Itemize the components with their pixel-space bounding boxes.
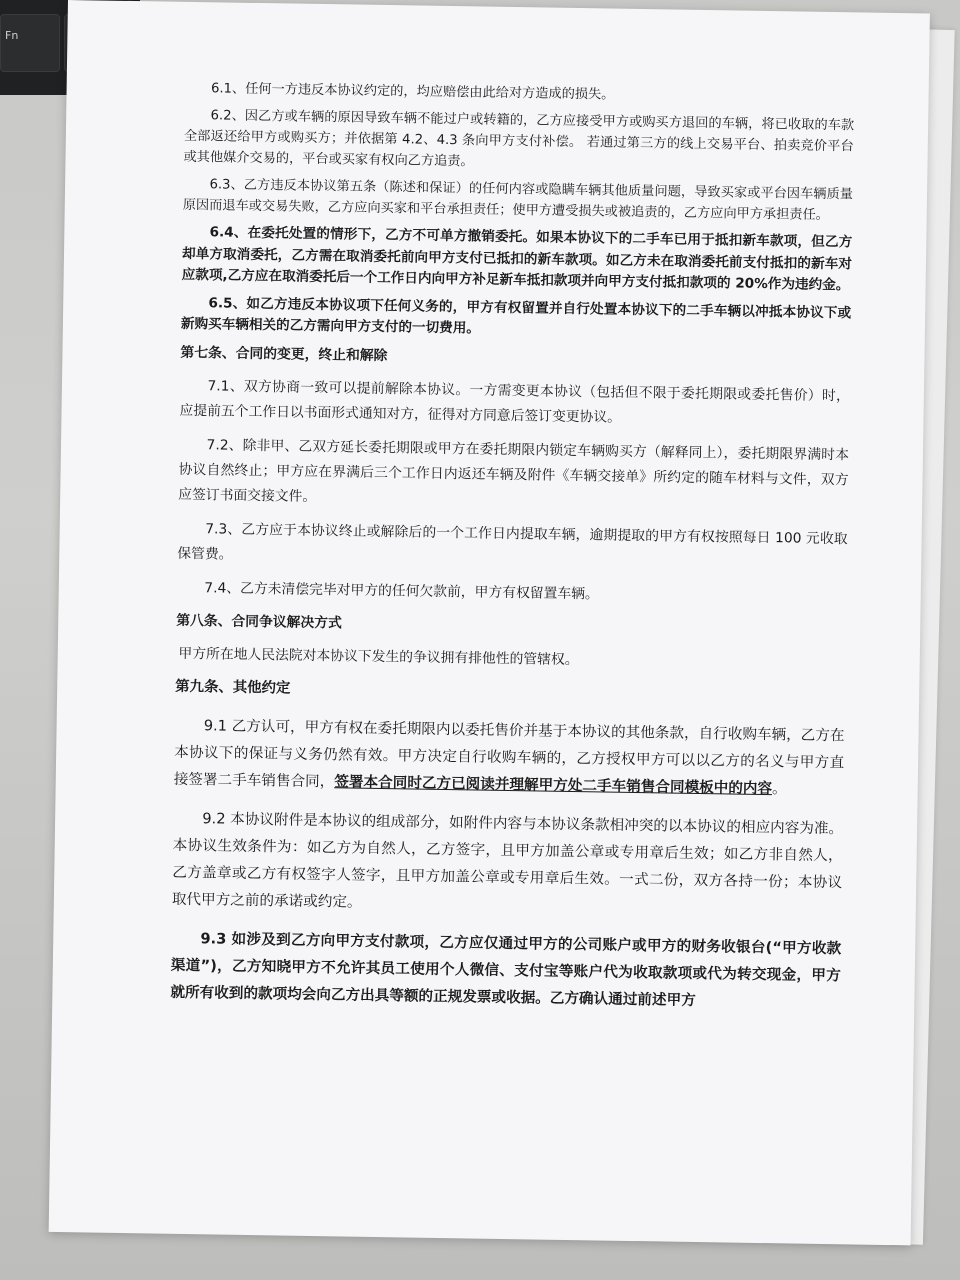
fn-key bbox=[0, 14, 60, 72]
clause-7-2: 7.2、除非甲、乙双方延长委托期限或甲方在委托期限内锁定车辆购买方（解释同上），委托期限界满时本协议自然终止；甲方应在界满后三个工作日内返还车辆及附件《车辆交接单》所约定的随车材料与文件，双方应签订书面交接文件。 bbox=[178, 436, 850, 505]
clause-6-5: 6.5、如乙方违反本协议项下任何义务的，甲方有权留置并自行处置本协议下的二手车辆以冲抵本协议下或新购买车辆相关的乙方需向甲方支付的一切费用。 bbox=[180, 294, 852, 337]
clause-9-2: 9.2 本协议附件是本协议的组成部分，如附件内容与本协议条款相冲突的以本协议的相应内容为准。本协议生效条件为：如乙方为自然人，乙方签字，且甲方加盖公章或专用章后生效；如乙方非自然人，乙方盖章或乙方有权签字人签字，且甲方加盖公章或专用章后生效。一式二份，双方各持一份；本协议取代甲方之前的承诺或约定。 bbox=[171, 809, 844, 911]
clause-6-4: 6.4、在委托处置的情形下，乙方不可单方撤销委托。如果本协议下的二手车已用于抵扣新车款项，但乙方却单方取消委托，乙方需在取消委托前向甲方支付已抵扣的新车款项。如乙方未在取消委托前支付抵扣的新车对应款项,乙方应在取消委托后一个工作日内向甲方补足新车抵扣款项并向甲方支付抵扣款项的 20%作为违约金。 bbox=[181, 224, 853, 294]
clause-7-4: 7.4、乙方未清偿完毕对甲方的任何欠款前，甲方有权留置车辆。 bbox=[204, 579, 599, 602]
clause-9-1 bbox=[174, 711, 845, 803]
document-content bbox=[170, 78, 855, 1028]
article-7-heading: 第七条、合同的变更，终止和解除 bbox=[180, 344, 388, 364]
clause-8: 甲方所在地人民法院对本协议下发生的争议拥有排他性的管辖权。 bbox=[178, 645, 579, 668]
clause-6-3: 6.3、乙方违反本协议第五条（陈述和保证）的任何内容或隐瞒车辆其他质量问题，导致买家或平台因车辆质量原因而退车或交易失败，乙方应向买家和平台承担责任；使甲方遭受损失或被追责的，乙方应向甲方承担责任。 bbox=[182, 177, 854, 223]
clause-9-1-end: 。 bbox=[771, 779, 787, 797]
clause-9-1-underlined: 签署本合同时乙方已阅读并理解甲方处二手车销售合同模板中的内容 bbox=[334, 772, 773, 797]
document-page bbox=[49, 0, 930, 1245]
clause-6-1: 6.1、任何一方违反本协议约定的，均应赔偿由此给对方造成的损失。 bbox=[210, 81, 615, 103]
article-8-heading: 第八条、合同争议解决方式 bbox=[176, 612, 342, 631]
clause-7-3: 7.3、乙方应于本协议终止或解除后的一个工作日内提取车辆，逾期提取的甲方有权按照每日 100 元收取保管费。 bbox=[177, 520, 848, 563]
clause-6-2: 6.2、因乙方或车辆的原因导致车辆不能过户或转籍的，乙方应接受甲方或购买方退回的车辆，将已收取的车款全部返还给甲方或购买方；并依据第 4.2、4.3 条向甲方支付补偿。 若通过第三方的线上交易平台、拍卖竞价平台或其他媒介交易的，平台或买家有权向乙方追责。 bbox=[183, 108, 855, 170]
clause-9-1-text: 9.1 乙方认可，甲方有权在委托期限内以委托售价并基于本协议的其他条款，自行收购车辆，乙方在本协议下的保证与义务仍然有效。甲方决定自行收购车辆的，乙方授权甲方可以以乙方的名义与甲方直接签署二手车销售合同， bbox=[173, 716, 845, 790]
clause-9-3: 9.3 如涉及到乙方向甲方支付款项，乙方应仅通过甲方的公司账户或甲方的财务收银台(“甲方收款渠道”)，乙方知晓甲方不允许其员工使用个人微信、支付宝等账户代为收取款项或代为转交现金，甲方就所有收到的款项均会向乙方出具等额的正规发票或收据。乙方确认通过前述甲方 bbox=[170, 929, 842, 1009]
article-9-heading: 第九条、其他约定 bbox=[175, 678, 291, 697]
fn-key-label: Fn bbox=[5, 29, 19, 42]
clause-7-1: 7.1、双方协商一致可以提前解除本协议。一方需变更本协议（包括但不限于委托期限或委托售价）时，应提前五个工作日以书面形式通知对方，征得对方同意后签订变更协议。 bbox=[179, 377, 851, 426]
